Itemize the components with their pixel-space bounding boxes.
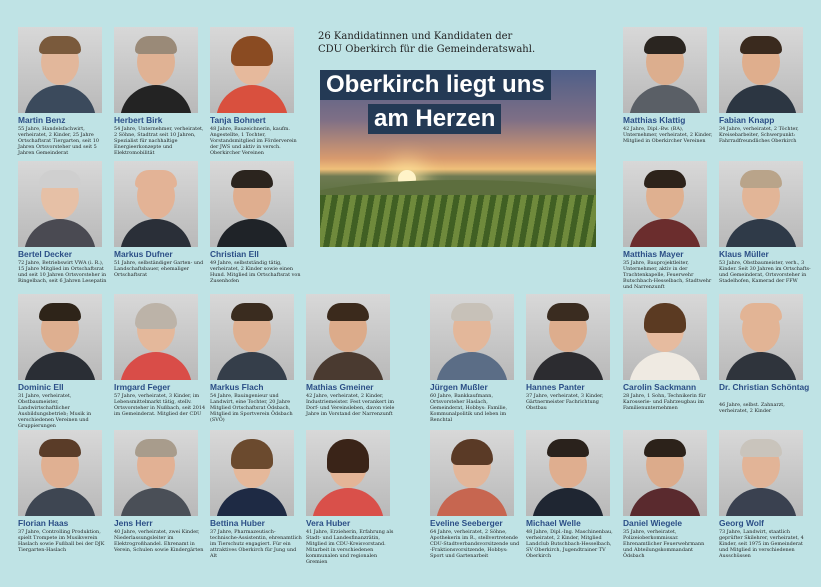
intro-line-1: 26 Kandidatinnen und Kandidaten der — [318, 31, 513, 42]
candidate-bio: 42 Jahre, Dipl.-Bw. (BA), Unternehmer, verheiratet, 2 Kinder, Mitglied in Oberkircher Vereinen — [623, 126, 713, 145]
candidate-photo — [18, 27, 102, 113]
candidate-photo — [114, 294, 198, 380]
candidate-name: Bettina Huber — [210, 518, 265, 528]
candidate-bio: 35 Jahre, verheiratet, Polizeioberkommissar. Ehrenamtlicher Feuerwehrmann und Abteilungskommandant Ödsbach — [623, 529, 705, 560]
candidate-photo — [210, 430, 294, 516]
candidate-photo — [210, 294, 294, 380]
candidate-bio: 54 Jahre, Bauingenieur und Landwirt, eine Tochter, 20 Jahre Mitglied Ortschaftsrat Ödsbach, Mitglied im Sportverein Ödsbach (SVÖ) — [210, 393, 293, 424]
candidate-name: Herbert Birk — [114, 115, 163, 125]
hero-banner-line-2: am Herzen — [368, 104, 501, 134]
candidate-name: Carolin Sackmann — [623, 382, 697, 392]
candidate-photo — [18, 430, 102, 516]
candidate-photo — [210, 161, 294, 247]
candidate-photo — [719, 294, 803, 380]
candidate-name: Irmgard Feger — [114, 382, 171, 392]
candidate-bio: 37 Jahre, Pharmazeutisch-technische-Assistentin, ehrenamtlich im Tierschutz engagiert. Für ein attraktives Oberkirch für Jung und Alt — [210, 529, 302, 560]
candidate-photo — [430, 430, 514, 516]
candidate-bio: 37 Jahre, Controlling Produktion, spielt Trompete im Musikverein Haslach sowie Fußball bei der DJK Tiergarten-Haslach — [18, 529, 105, 554]
candidate-name: Bertel Decker — [18, 249, 73, 259]
candidate-bio: 48 Jahre, Dipl.-Ing. Maschinenbau, verheiratet, 2 Kinder, Mitglied Landclub Butschbach-Hesselbach, SV Oberkirch, Jugendtrainer TV Oberkirch — [526, 529, 613, 560]
candidate-bio: 54 Jahre, Unternehmer, verheiratet, 2 Söhne, Stadtrat seit 10 Jahren, Spezialist für nachhaltige Energieerkonzepte und Elektromobilität — [114, 126, 204, 157]
candidate-photo — [719, 161, 803, 247]
candidate-photo — [623, 27, 707, 113]
candidate-name: Klaus Müller — [719, 249, 769, 259]
candidate-photo — [623, 430, 707, 516]
candidate-name: Matthias Klattig — [623, 115, 686, 125]
candidate-photo — [114, 161, 198, 247]
candidate-photo — [18, 161, 102, 247]
candidate-photo — [114, 27, 198, 113]
candidate-bio: 55 Jahre, Handelsfachwirt, verheiratet, 2 Kinder, 25 Jahre Ortschaftsrat Tiergarten, seit 10 Jahren Ortsvorsteher und seit 5 Jahren Gemeinderat — [18, 126, 99, 157]
candidate-name: Vera Huber — [306, 518, 351, 528]
candidate-photo — [306, 294, 390, 380]
candidate-bio: 57 Jahre, verheiratet, 3 Kinder, im Lebensmittelmarkt tätig, stellv. Ortsvorsteher in Nußbach, seit 2014 im Gemeinderat. Mitglied der CDU — [114, 393, 206, 418]
intro-text — [318, 30, 535, 56]
candidate-name: Mathias Gmeiner — [306, 382, 374, 392]
candidate-photo — [430, 294, 514, 380]
candidate-bio: 53 Jahre, Obstbaumeister, verh., 3 Kinder. Seit 30 Jahren im Ortschafts- und Gemeinderat, Ortsvorsteher in Stadelhofen, Kamerad der FFW — [719, 260, 811, 285]
candidate-bio: 37 Jahre, verheiratet, 3 Kinder, Gärtnermeister Fachrichtung Obstbau — [526, 393, 604, 412]
candidate-photo — [526, 430, 610, 516]
candidate-name: Dominic Ell — [18, 382, 64, 392]
candidate-photo — [623, 161, 707, 247]
candidate-photo — [210, 27, 294, 113]
candidate-photo — [306, 430, 390, 516]
candidate-name: Christian Ell — [210, 249, 259, 259]
candidate-photo — [623, 294, 707, 380]
candidate-photo — [114, 430, 198, 516]
candidate-name: Michael Welle — [526, 518, 581, 528]
vineyard-rows — [320, 195, 596, 247]
candidate-name: Eveline Seeberger — [430, 518, 503, 528]
candidate-bio: 34 Jahre, verheiratet, 2 Töchter, Kreisebarbeiter, Schwerpunkt: Fahrradfreundliches Oberkirch — [719, 126, 799, 145]
candidate-photo — [719, 27, 803, 113]
candidate-photo — [18, 294, 102, 380]
candidate-bio: 73 Jahre, Landwirt, staatlich geprüfter Skilehrer, verheiratet, 4 Kinder, seit 1975 im Gemeinderat und Mitglied in verschiedenen Ausschüssen — [719, 529, 804, 560]
candidate-bio: 48 Jahre, Bauzeichnerin, kaufm. Angestellte, 1 Tochter, Vorstandsmitglied im Förderverein der JWS und aktiv in versch. Oberkircher Vereinen — [210, 126, 297, 157]
candidate-bio: 60 Jahre, Bankkaufmann, Ortsvorsteher Haslach, Gemeinderat, Hobbys: Familie, Kommunalpolitik und leben im Renchtal — [430, 393, 508, 424]
candidate-bio: 46 Jahre, selbst. Zahnarzt, verheiratet, 2 Kinder — [719, 402, 785, 415]
intro-line-2: CDU Oberkirch für die Gemeinderatswahl. — [318, 44, 536, 55]
candidate-bio: 28 Jahre, 1 Sohn, Technikerin für Karosserie- und Fahrzeugbau im Familienunternehmen — [623, 393, 706, 412]
candidate-bio: 31 Jahre, verheiratet, Obstbaumeister, Landwirtschaftlicher Ausbildungsbetrieb; Musik in verschiedenen Vereinen und Gruppierungen — [18, 393, 92, 430]
candidate-bio: 35 Jahre, Bauprojektleiter, Unternehmer, aktiv in der Trachtenkapelle, Feuerwehr Butschbach-Hesselbach, Stadtwehr und Narrenzunft — [623, 260, 712, 291]
candidate-name: Dr. Christian Schöntag — [719, 382, 810, 392]
candidate-photo — [526, 294, 610, 380]
candidate-bio: 42 Jahre, verheiratet, 2 Kinder, Industriemeister. Fest verankert im Dorf- und Vereinsleben, davon viele Jahre im Vorstand der Narrenzunft — [306, 393, 395, 418]
candidate-photo — [719, 430, 803, 516]
candidate-name: Hannes Panter — [526, 382, 585, 392]
candidate-bio: 40 Jahre, verheiratet, zwei Kinder, Niederlassungsleiter im Elektrogroßhandel. Ehrenamt in Verein, Schulen sowie Kindergärten — [114, 529, 204, 554]
candidate-name: Daniel Wiegele — [623, 518, 683, 528]
candidate-bio: 51 Jahre, selbständiger Garten- und Landschaftsbauer, ehemaliger Ortschaftsrat — [114, 260, 204, 279]
candidate-name: Georg Wolf — [719, 518, 764, 528]
hero-banner-line-1: Oberkirch liegt uns — [320, 70, 551, 100]
candidate-name: Florian Haas — [18, 518, 69, 528]
candidate-name: Jürgen Mußler — [430, 382, 488, 392]
candidate-name: Jens Herr — [114, 518, 153, 528]
candidate-bio: 64 Jahre, verheiratet, 2 Söhne, Apothekerin im R., stellvertretende CDU-Stadtverbandsvorsitzende und -Fraktionsvorsitzende, Hobbys: Sport und Gartenarbeit — [430, 529, 520, 560]
candidate-bio: 72 Jahre, Betriebswirt VWA (i. R.), 15 Jahre Mitglied im Ortschaftsrat und seit 10 Jahren Ortsvorsteher in Ringelbach, seit 6 Jahren Lesepatin — [18, 260, 107, 285]
candidate-name: Markus Flach — [210, 382, 264, 392]
candidate-name: Fabian Knapp — [719, 115, 775, 125]
candidate-name: Markus Dufner — [114, 249, 173, 259]
candidate-name: Tanja Bohnert — [210, 115, 266, 125]
candidate-bio: 41 Jahre, Erzieherin, Erfahrung als Stadt- und Landesfinanzrätin, Mitglied im CDU-Kreisvorstand. Mitarbeit in verschiedenen kommunalen und regionalen Gremien — [306, 529, 394, 566]
candidate-name: Martin Benz — [18, 115, 66, 125]
candidate-bio: 49 Jahre, selbstständig tätig, verheiratet, 2 Kinder sowie einen Hund. Mitglied im Ortschaftsrat von Zusenhofen — [210, 260, 301, 285]
candidate-name: Matthias Mayer — [623, 249, 684, 259]
